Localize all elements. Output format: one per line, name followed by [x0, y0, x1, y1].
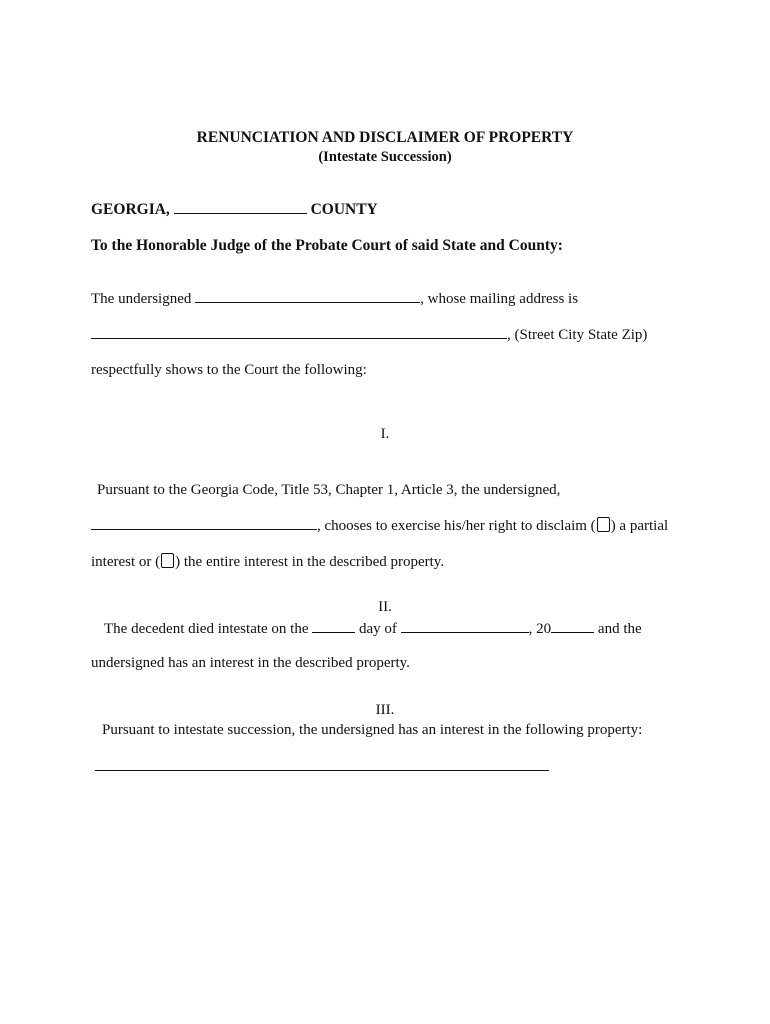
- section-2-line-1-c: , 20: [528, 621, 552, 637]
- property-description-line: [95, 758, 549, 776]
- address-line: [91, 326, 647, 344]
- section-1-line-3-b: ) the entire interest in the described property.: [175, 554, 445, 570]
- address-suffix: , (Street City State Zip): [507, 327, 648, 343]
- section-2-line-1: [104, 620, 642, 638]
- state-county-line: [91, 201, 378, 219]
- county-blank[interactable]: [174, 201, 307, 214]
- death-day-blank[interactable]: [312, 620, 355, 633]
- document-title: RENUNCIATION AND DISCLAIMER OF PROPERTY: [196, 129, 574, 146]
- section-1-line-3: [91, 553, 444, 571]
- section-1-line-2-b: ) a partial: [610, 518, 669, 534]
- property-description-blank[interactable]: [95, 758, 549, 771]
- respectfully-line: respectfully shows to the Court the following:: [91, 362, 367, 378]
- partial-interest-checkbox[interactable]: [597, 517, 610, 532]
- death-year-blank[interactable]: [551, 620, 594, 633]
- disclaimant-name-blank[interactable]: [91, 517, 317, 530]
- mailing-address-label: , whose mailing address is: [420, 291, 579, 307]
- document-subtitle: (Intestate Succession): [318, 149, 452, 165]
- section-2-line-2: undersigned has an interest in the described property.: [91, 655, 410, 671]
- section-2-numeral: II.: [378, 599, 392, 615]
- county-label: COUNTY: [310, 201, 378, 218]
- section-2-line-1-d: and the: [597, 621, 642, 637]
- undersigned-line: [91, 290, 578, 308]
- section-1-line-3-a: interest or (: [91, 554, 161, 570]
- section-1-numeral: I.: [380, 426, 390, 442]
- section-1-line-1: Pursuant to the Georgia Code, Title 53, Chapter 1, Article 3, the undersigned,: [97, 482, 561, 498]
- undersigned-name-blank[interactable]: [195, 290, 420, 303]
- undersigned-lead: The undersigned: [91, 291, 192, 307]
- death-month-blank[interactable]: [401, 620, 529, 633]
- mailing-address-blank[interactable]: [91, 326, 507, 339]
- section-3-numeral: III.: [375, 702, 395, 718]
- addressee-line: To the Honorable Judge of the Probate Court of said State and County:: [91, 237, 563, 254]
- section-2-line-1-a: The decedent died intestate on the: [104, 621, 309, 637]
- section-1-line-2: [91, 517, 668, 535]
- section-2-line-1-b: day of: [359, 621, 397, 637]
- state-label: GEORGIA,: [91, 201, 170, 218]
- section-3-line-1: Pursuant to intestate succession, the undersigned has an interest in the following property:: [102, 722, 643, 738]
- entire-interest-checkbox[interactable]: [161, 553, 174, 568]
- section-1-line-2-a: , chooses to exercise his/her right to disclaim (: [317, 518, 596, 534]
